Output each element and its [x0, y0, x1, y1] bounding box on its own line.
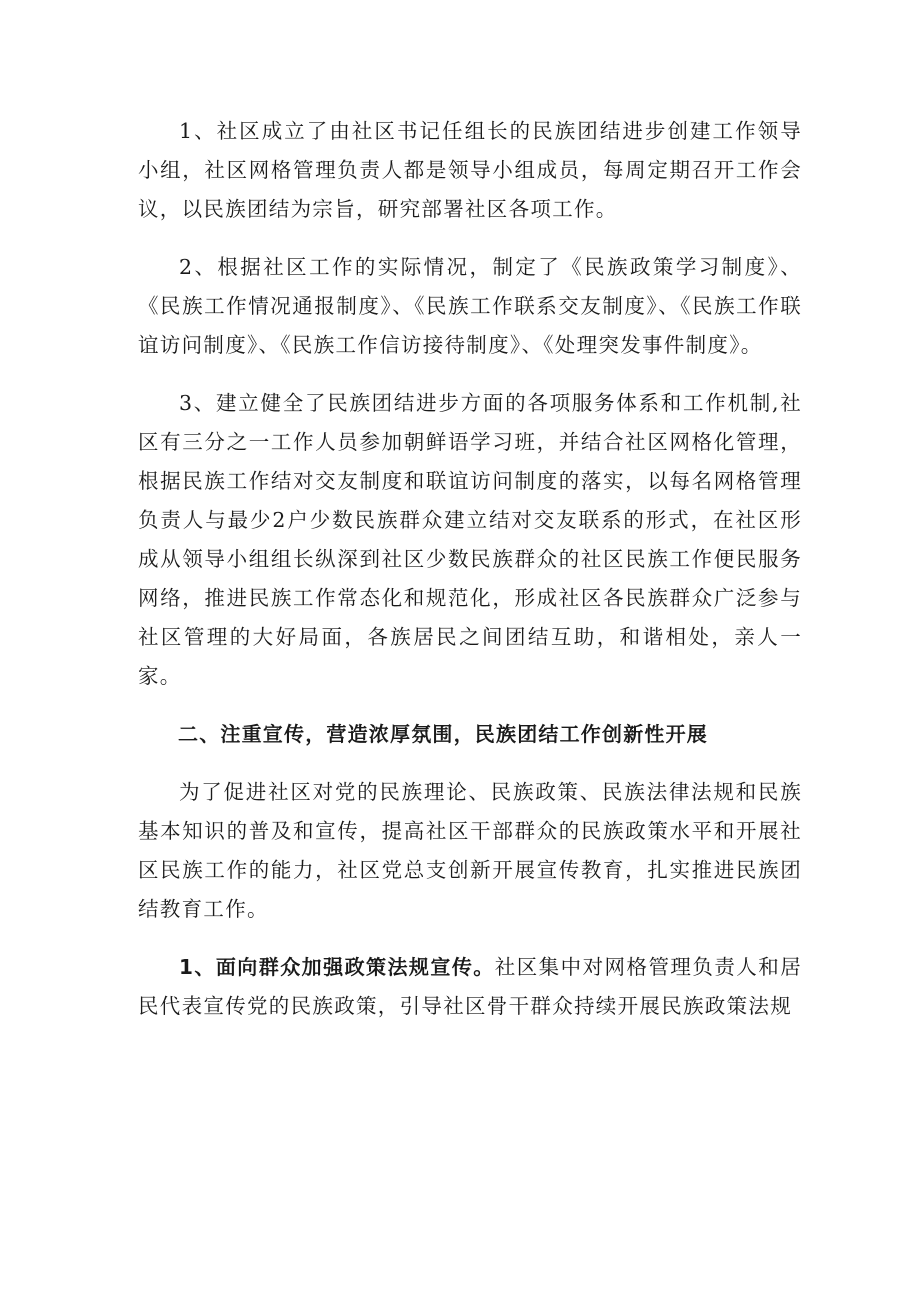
- paragraph-3: 3、建立健全了民族团结进步方面的各项服务体系和工作机制,社区有三分之一工作人员参加朝鲜语学习班，并结合社区网格化管理，根据民族工作结对交友制度和联谊访问制度的落实，以每名网格管理负责人与最少2户少数民族群众建立结对交友联系的形式，在社区形成从领导小组组长纵深到社区少数民族群众的社区民族工作便民服务网络，推进民族工作常态化和规范化，形成社区各民族群众广泛参与社区管理的大好局面，各族居民之间团结互助，和谐相处，亲人一家。: [138, 391, 802, 688]
- document-body: [138, 112, 802, 1026]
- section-heading: 二、注重宣传，营造浓厚氛围，民族团结工作创新性开展: [178, 722, 708, 746]
- paragraph-1: 1、社区成立了由社区书记任组长的民族团结进步创建工作领导小组，社区网格管理负责人都是领导小组成员，每周定期召开工作会议，以民族团结为宗旨，研究部署社区各项工作。: [138, 119, 802, 221]
- item-1-paragraph: [138, 948, 802, 1026]
- item-1-body: 社区集中对网格管理负责人和居民代表宣传党的民族政策，引导社区骨干群众持续开展民族政策法规: [138, 955, 802, 1018]
- intro-paragraph: 为了促进社区对党的民族理论、民族政策、民族法律法规和民族基本知识的普及和宣传，提高社区干部群众的民族政策水平和开展社区民族工作的能力，社区党总支创新开展宣传教育，扎实推进民族团结教育工作。: [138, 780, 802, 921]
- paragraph-2: 2、根据社区工作的实际情况，制定了《民族政策学习制度》、《民族工作情况通报制度》、《民族工作联系交友制度》、《民族工作联谊访问制度》、《民族工作信访接待制度》、《处理突发事件制度》。: [138, 255, 802, 357]
- item-1-lead: 1、面向群众加强政策法规宣传。: [179, 955, 495, 979]
